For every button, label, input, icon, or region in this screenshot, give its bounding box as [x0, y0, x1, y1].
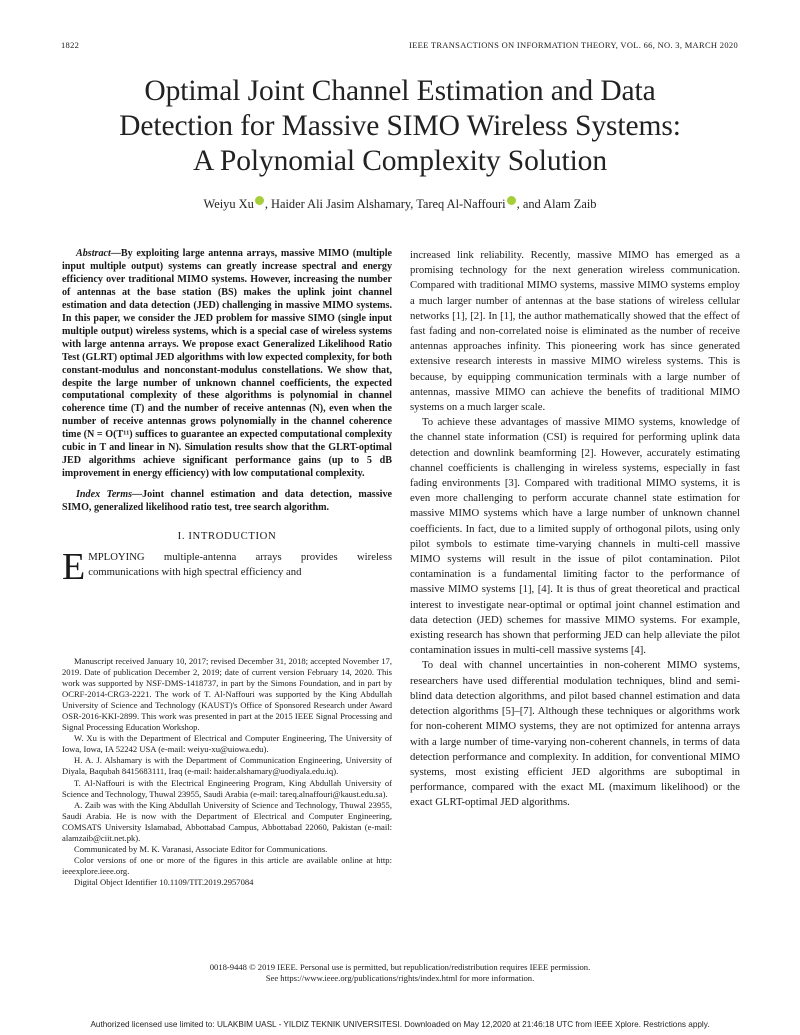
- abstract-text: —By exploiting large antenna arrays, massive MIMO (multiple input multiple output) systems can greatly increase spectral and energy efficiency over traditional MIMO systems. However, increasing the number of antennas at the base station (BS) makes the uplink joint channel estimation and data detection (JED) challenging in massive MIMO systems. In this paper, we consider the JED problem for massive SIMO (single input multiple output) wireless systems, which is a special case of wireless systems with large antenna arrays. We propose exact Generalized Likelihood Ratio Test (GLRT) optimal JED algorithms with low expected complexity, for both constant-modulus and nonconstant-modulus constellations. We show that, despite the large number of unknown channel coefficients, the expected computational complexity of these algorithms is polynomial in channel coherence time (T) and the number of receive antennas (N), even when the number of receive antennas grows polynomially in the channel coherence time (N = O(T¹¹) suffices to guarantee an expected computational complexity cubic in T and linear in N). Simulation results show that the GLRT-optimal JED algorithms achieve significant performance gains (up to 5 dB improvement in energy efficiency) with low computational complexity.: [62, 248, 392, 480]
- orcid-icon[interactable]: [507, 196, 516, 205]
- license-footer: Authorized licensed use limited to: ULAKBIM UASL - YILDIZ TEKNIK UNIVERSITESI. Downloaded on May 12,2020 at 21:46:18 UTC from IEEE Xplore. Restrictions apply.: [90, 1020, 710, 1029]
- footnote-color-versions: Color versions of one or more of the figures in this article are available online at http: ieeexplore.ieee.org.: [62, 854, 392, 876]
- title-line-1: Optimal Joint Channel Estimation and Data: [144, 75, 656, 107]
- body-paragraph: To deal with channel uncertainties in non-coherent MIMO systems, researchers have used differential modulation techniques, blind and semi-blind data detection algorithms, and pilot based channel estimation and data detection algorithms [5]–[7]. Although these techniques or algorithms work for non-coherent MIMO systems, they are not optimized for antenna arrays with a large number of time-varying non-coherent channels, in terms of data detection performance and complexity. In addition, for conventional MIMO systems, most existing efficient JED algorithms are suboptimal in performance, compared with the exact ML (maximum likelihood) or the exact GLRT-optimal JED algorithms.: [410, 659, 740, 809]
- author-list: [60, 196, 740, 212]
- index-terms-label: Index Terms: [76, 489, 133, 501]
- footnote-affil-alshamary: H. A. J. Alshamary is with the Department of Communication Engineering, University of Diyala, Baqubah 8415683111, Iraq (e-mail: haider.alshamary@uodiyala.edu.iq).: [62, 755, 392, 777]
- footnotes: [62, 656, 392, 888]
- abstract: [62, 248, 392, 481]
- footnote-affil-alnaffouri: T. Al-Naffouri is with the Electrical Engineering Program, King Abdullah University of Science and Technology, Thuwal 23955, Saudi Arabia (e-mail: tareq.alnaffouri@kaust.edu.sa).: [62, 777, 392, 799]
- copyright-line-2: See https://www.ieee.org/publications/rights/index.html for more information.: [265, 973, 535, 983]
- copyright-line-1: 0018-9448 © 2019 IEEE. Personal use is permitted, but republication/redistribution requires IEEE permission.: [209, 962, 591, 972]
- title-line-2: Detection for Massive SIMO Wireless Systems:: [119, 110, 681, 142]
- intro-paragraph: [62, 546, 392, 589]
- author-1: Weiyu Xu: [203, 197, 254, 211]
- footnote-doi: Digital Object Identifier 10.1109/TIT.2019.2957084: [74, 876, 254, 887]
- right-column: [410, 248, 740, 811]
- index-terms-text: —Joint channel estimation and data detection, massive SIMO, generalized likelihood ratio test, tree search algorithm.: [62, 489, 392, 514]
- orcid-icon[interactable]: [255, 196, 264, 205]
- copyright-notice: [60, 962, 740, 984]
- author-2-3: , Haider Ali Jasim Alshamary, Tareq Al-Naffouri: [264, 197, 506, 211]
- left-column: [62, 248, 392, 589]
- index-terms: [62, 489, 392, 515]
- footnote-communicated: Communicated by M. K. Varanasi, Associate Editor for Communications.: [74, 843, 328, 854]
- abstract-label: Abstract: [76, 248, 111, 259]
- journal-header: IEEE TRANSACTIONS ON INFORMATION THEORY, VOL. 66, NO. 3, MARCH 2020: [408, 40, 738, 50]
- page-number: 1822: [61, 40, 80, 50]
- drop-cap: E: [62, 546, 86, 589]
- footnote-manuscript: Manuscript received January 10, 2017; revised December 31, 2018; accepted November 17, 2019. Date of publication December 2, 2019; date of current version February 14, 2020. This work was supported by NSF-DMS-1418737, in part by the Simons Foundation, and in part by OCRF-2014-CRG3-2221. The work of T. Al-Naffouri was supported by the King Abdullah University of Science and Technology (KAUST)'s Office of Sponsored Research under Award OSR-2016-KKI-2899. This work was presented in part at the 2015 IEEE Signal Processing and Signal Processing Education Workshop.: [62, 656, 392, 733]
- title-line-3: A Polynomial Complexity Solution: [193, 145, 607, 177]
- body-paragraph: To achieve these advantages of massive MIMO systems, knowledge of the channel state information (CSI) is required for performing uplink data detection and downlink beamforming [2]. However, accurately estimating channel coefficients is challenging in wireless systems, especially in fast fading environments [3]. Compared with traditional MIMO systems, it is even more challenging to perform accurate channel state estimation for massive MIMO systems which have a large number of unknown channel coefficients. In fact, due to a limited supply of orthogonal pilots, using only pilot symbols to estimate time-varying channels in multi-cell massive MIMO systems will result in the issue of pilot contamination. Pilot contamination is a fundamental limiting factor to the performance of massive MIMO systems [1], [4]. It is thus of great theoretical and practical interest to investigate near-optimal or optimal joint channel estimation and data detection (JED) schemes for massive MIMO systems. For example, existing research has shown that performing JED can help alleviate the pilot contamination issues in multi-cell massive systems [4].: [410, 416, 740, 657]
- intro-text: MPLOYING multiple-antenna arrays provides wireless communications with high spectral efficiency and: [88, 551, 392, 579]
- section-heading: I. INTRODUCTION: [177, 530, 277, 543]
- footnote-affil-zaib: A. Zaib was with the King Abdullah University of Science and Technology, Thuwal 23955, Saudi Arabia. He is now with the Department of Electrical and Computer Engineering, COMSATS University Islamabad, Abbottabad Campus, Abbottabad 22060, Pakistan (e-mail: alamzaib@ciit.net.pk).: [62, 799, 392, 843]
- paper-title: [60, 74, 740, 179]
- author-4: , and Alam Zaib: [516, 197, 597, 211]
- body-paragraph: increased link reliability. Recently, massive MIMO has emerged as a promising technology for the next generation wireless communication. Compared with traditional MIMO systems, massive MIMO systems employ a much larger number of antennas at the base stations of wireless cellular networks [1], [2]. In [1], the author mathematically showed that the effect of fast fading and non-correlated noise is eliminated as the number of receive antennas approaches infinity. This pioneering work has since generated extensive research interests in massive MIMO wireless systems. This is because, by equipping communication terminals with a large number of antennas, massive MIMO can achieve the benefits of traditional MIMO systems on a much larger scale.: [410, 249, 740, 414]
- footnote-affil-xu: W. Xu is with the Department of Electrical and Computer Engineering, The University of Iowa, Iowa, IA 52242 USA (e-mail: weiyu-xu@uiowa.edu).: [62, 733, 392, 755]
